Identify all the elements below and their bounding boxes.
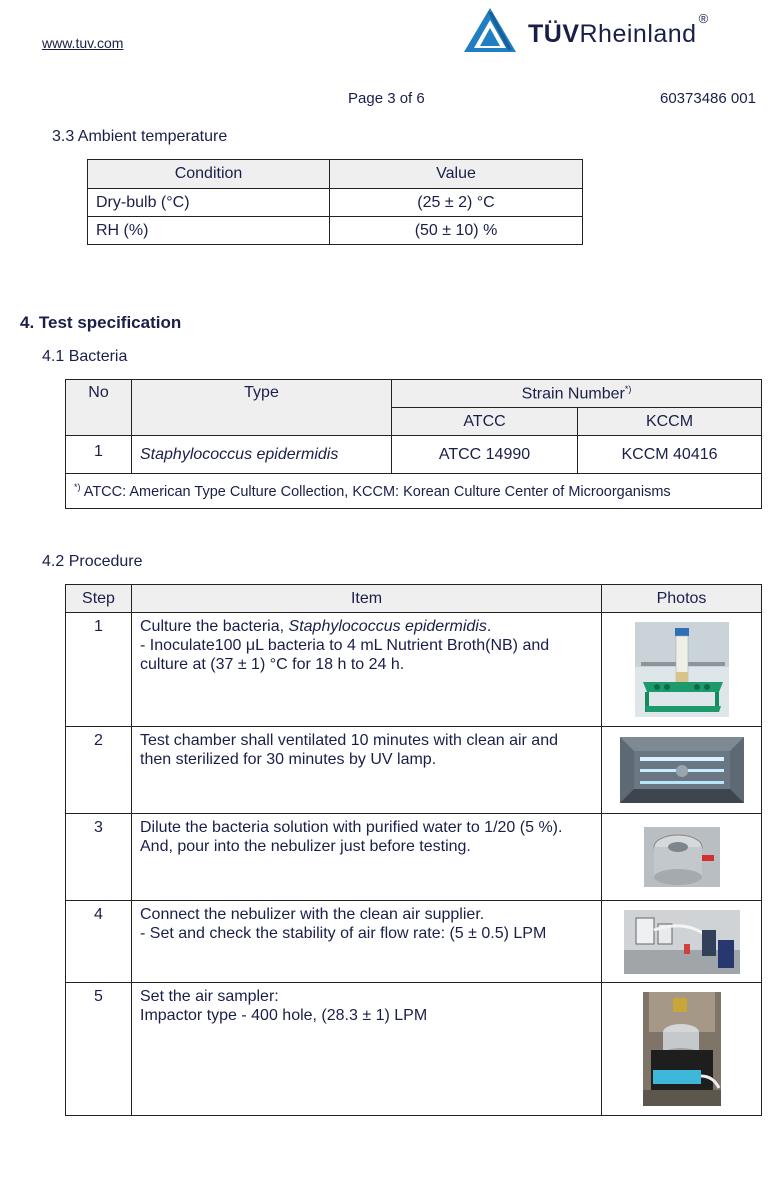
kccm-cell: KCCM 40416 (578, 436, 762, 474)
step-line: And, pour into the nebulizer just before testing. (140, 838, 471, 855)
nebulizer-photo (644, 827, 720, 887)
type-cell: Staphylococcus epidermidis (132, 436, 392, 474)
col-atcc-header: ATCC (392, 408, 578, 436)
step-line: - Inoculate100 μL bacteria to 4 mL Nutrient Broth(NB) and culture at (37 ± 1) °C for 18 h to 24 h. (140, 637, 550, 673)
step-line: Impactor type - 400 hole, (28.3 ± 1) LPM (140, 1007, 428, 1024)
footnote: *) ATCC: American Type Culture Collection, KCCM: Korean Culture Center of Microorganisms (66, 474, 762, 509)
section-bacteria-title: 4.1 Bacteria (42, 348, 128, 365)
table-row (66, 814, 762, 901)
section-procedure-title: 4.2 Procedure (42, 553, 143, 570)
step-number: 4 (66, 901, 132, 983)
section-test-spec-title: 4. Test specification (20, 313, 182, 332)
step-line: Test chamber shall ventilated 10 minutes with clean air and then sterilized for 30 minutes by UV lamp. (140, 732, 558, 768)
step-line: Culture the bacteria, Staphylococcus epidermidis. (140, 618, 492, 635)
bacteria-table (65, 379, 762, 509)
section-ambient-title: 3.3 Ambient temperature (52, 128, 228, 145)
step-item (132, 814, 602, 901)
col-type-header: Type (132, 380, 392, 436)
air-sampler-photo (643, 992, 721, 1106)
step-number: 5 (66, 983, 132, 1116)
condition-cell: Dry-bulb (°C) (88, 189, 330, 217)
photo-cell (602, 727, 762, 814)
footnote-row (66, 474, 762, 509)
col-condition-header: Condition (88, 160, 330, 189)
step-line: Dilute the bacteria solution with purified water to 1/20 (5 %). (140, 819, 563, 836)
website-link[interactable]: www.tuv.com (42, 35, 124, 51)
document-number: 60373486 001 (660, 90, 756, 107)
col-value-header: Value (330, 160, 583, 189)
step-item (132, 901, 602, 983)
table-row (66, 901, 762, 983)
col-strain-header: Strain Number*) (392, 380, 762, 408)
col-kccm-header: KCCM (578, 408, 762, 436)
tuv-rheinland-logo (462, 6, 742, 54)
step-line: Set the air sampler: (140, 988, 279, 1005)
step-item (132, 727, 602, 814)
tuv-triangle-icon (462, 6, 518, 54)
table-row (66, 436, 762, 474)
step-number: 2 (66, 727, 132, 814)
col-no-header: No (66, 380, 132, 436)
procedure-table (65, 584, 762, 1116)
logo-wordmark: TÜVRheinland® (528, 10, 709, 48)
page-number: Page 3 of 6 (348, 90, 425, 107)
table-row (66, 983, 762, 1116)
table-row (66, 727, 762, 814)
value-cell: (50 ± 10) % (330, 217, 583, 245)
condition-cell: RH (%) (88, 217, 330, 245)
culture-tube-rack-photo (635, 622, 729, 717)
value-cell: (25 ± 2) °C (330, 189, 583, 217)
table-row (88, 189, 583, 217)
col-item-header: Item (132, 585, 602, 613)
step-number: 1 (66, 613, 132, 727)
photo-cell (602, 613, 762, 727)
photo-cell (602, 814, 762, 901)
photo-cell (602, 901, 762, 983)
col-step-header: Step (66, 585, 132, 613)
col-photos-header: Photos (602, 585, 762, 613)
step-number: 3 (66, 814, 132, 901)
photo-cell (602, 983, 762, 1116)
air-supplier-photo (624, 910, 740, 974)
atcc-cell: ATCC 14990 (392, 436, 578, 474)
table-row (66, 613, 762, 727)
step-line: Connect the nebulizer with the clean air supplier. (140, 906, 485, 923)
no-cell: 1 (66, 436, 132, 474)
step-item (132, 983, 602, 1116)
step-line: - Set and check the stability of air flow rate: (5 ± 0.5) LPM (140, 925, 547, 942)
ambient-table (87, 159, 583, 245)
uv-chamber-photo (620, 737, 744, 803)
table-row (88, 217, 583, 245)
step-item (132, 613, 602, 727)
